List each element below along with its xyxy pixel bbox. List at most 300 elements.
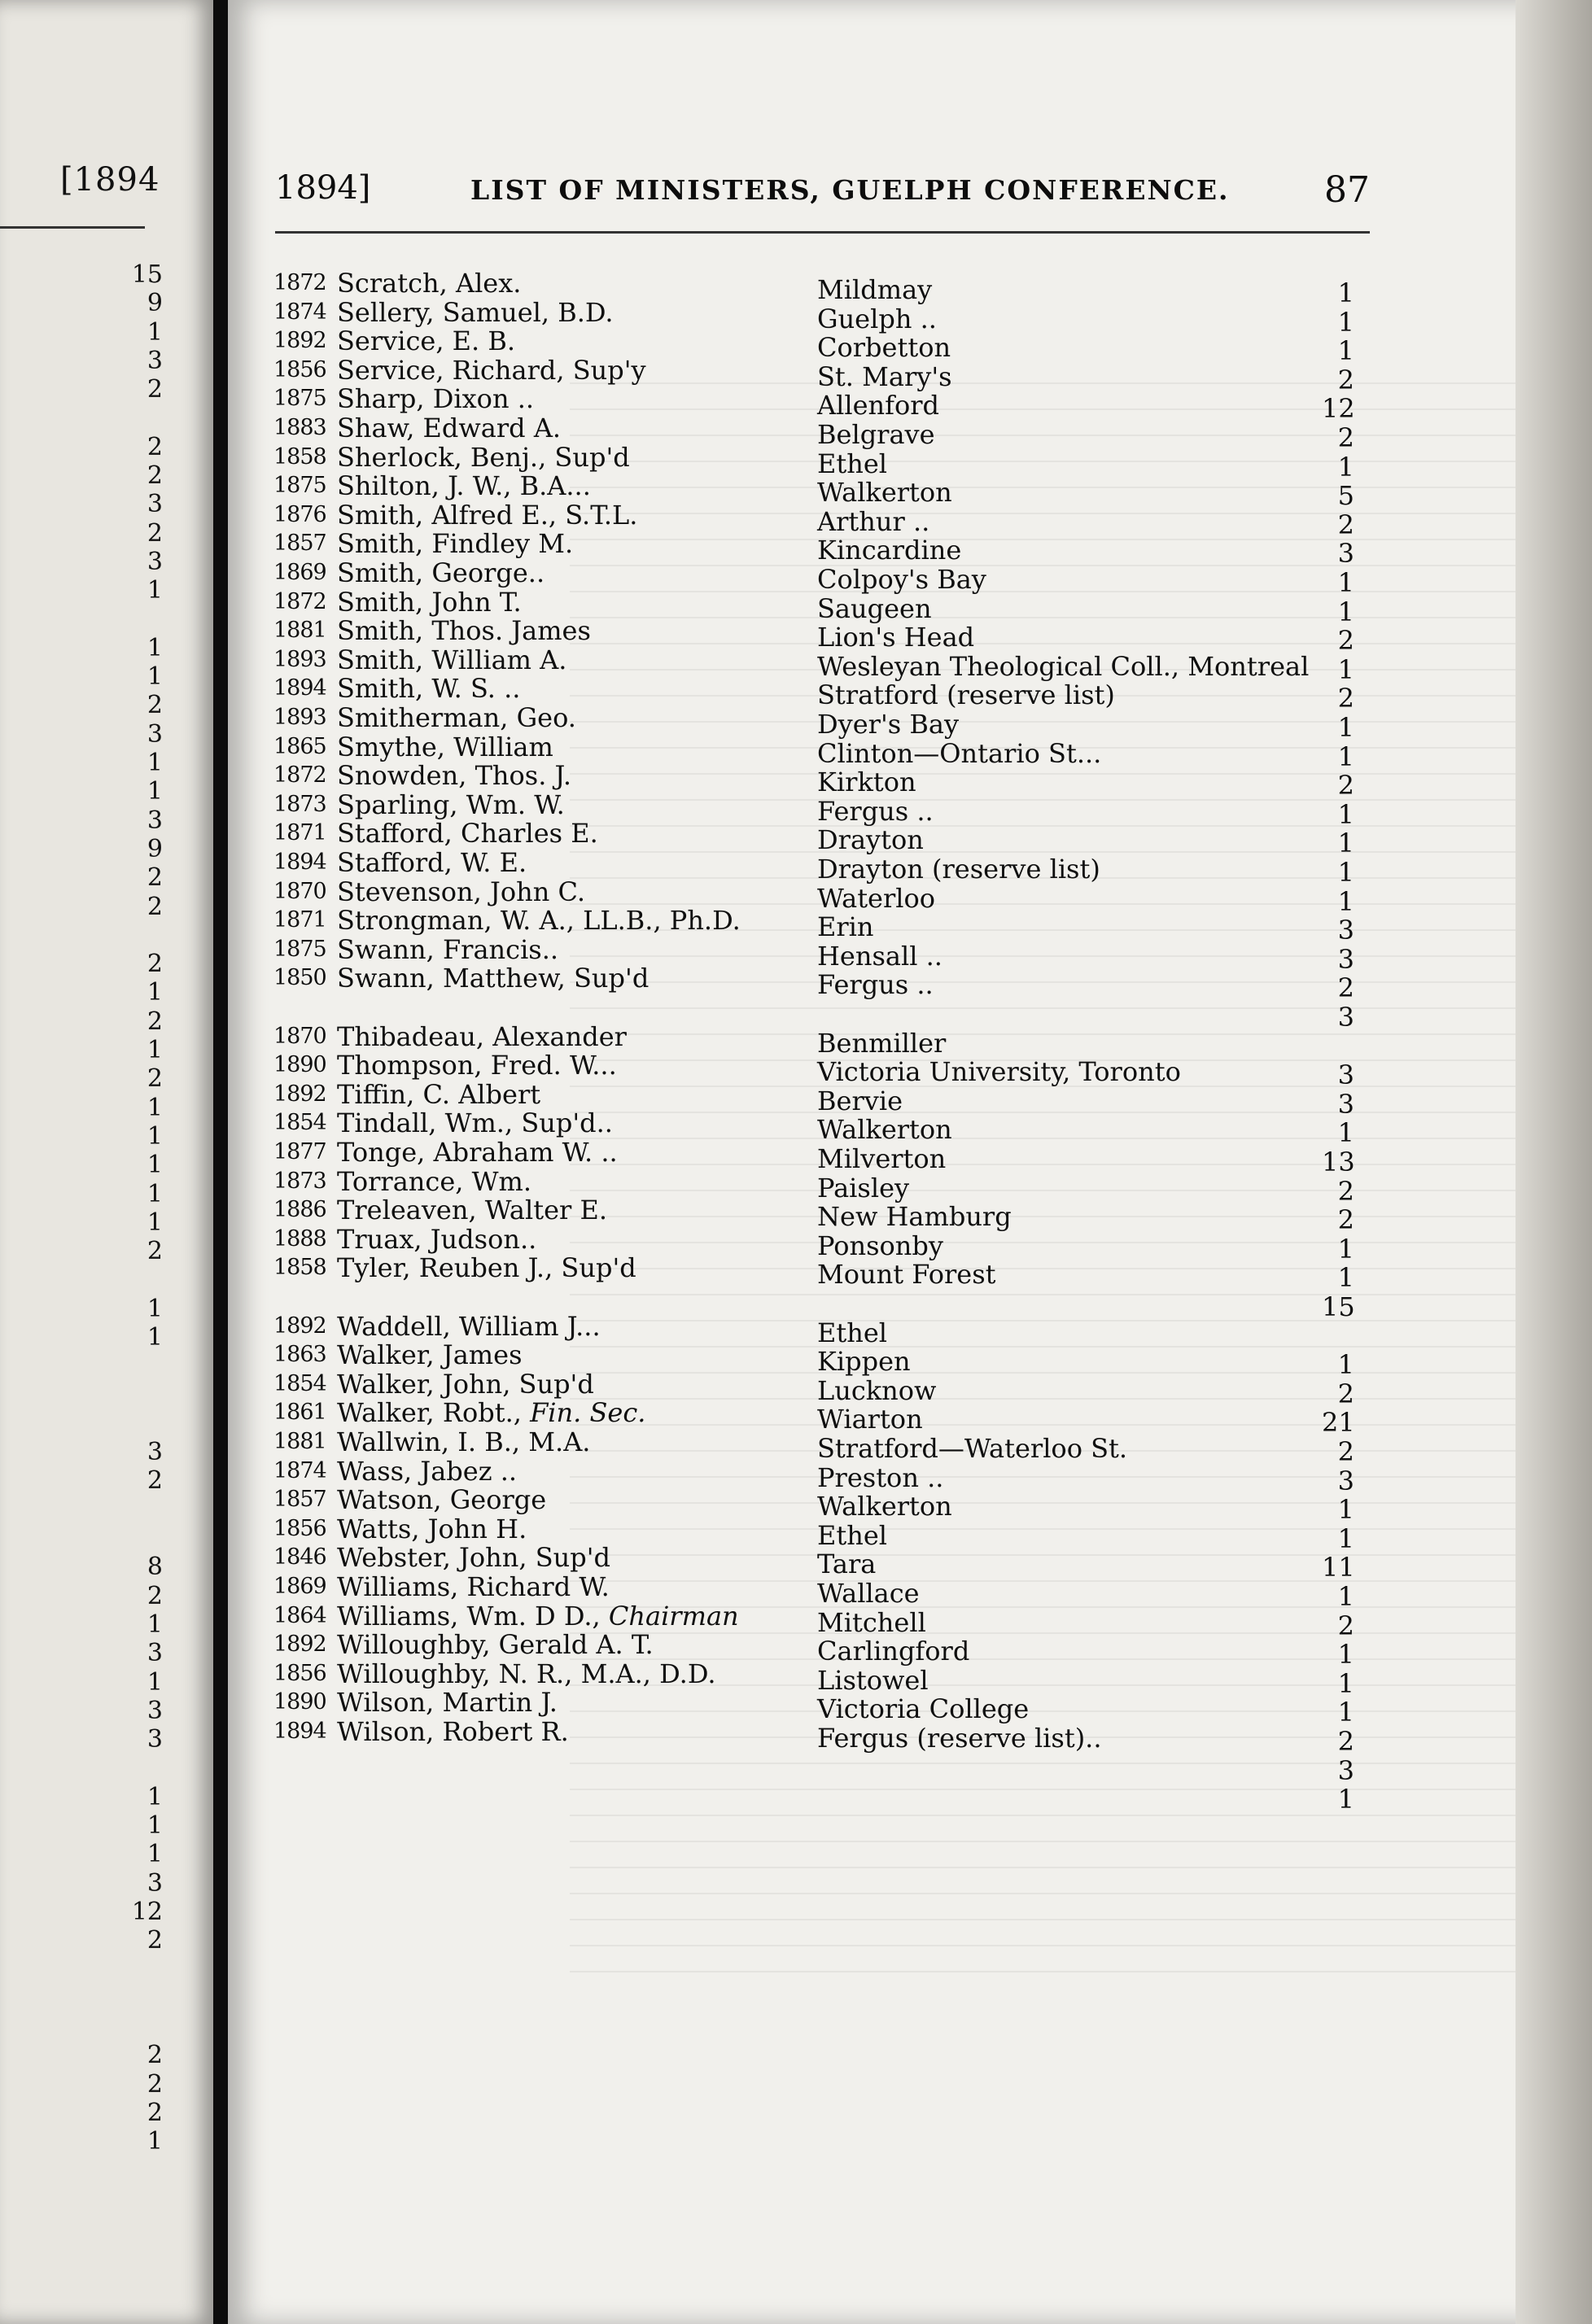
entry-year: 1893: [273, 705, 326, 730]
entry-count: 1: [1337, 1117, 1354, 1149]
facing-page-number: 1: [147, 1093, 163, 1122]
entry-station: Erin: [817, 911, 874, 943]
facing-page-number: 1: [147, 1294, 163, 1323]
entry-name-text: Smythe, William: [337, 731, 553, 762]
entry-count: 2: [1337, 625, 1354, 657]
entry-year: 1864: [273, 1602, 326, 1628]
entry-name-text: Wilson, Robert R.: [337, 1716, 569, 1747]
entry-name-text: Sherlock, Benj., Sup'd: [337, 441, 630, 473]
entry-name: [337, 877, 585, 906]
facing-page-number: 1: [147, 1036, 163, 1065]
list-item: [273, 296, 1364, 338]
facing-page-number: 9: [147, 289, 163, 318]
entry-name-text: Swann, Matthew, Sup'd: [337, 963, 649, 994]
list-item: [273, 731, 1364, 772]
entry-year: 1856: [273, 1515, 326, 1541]
list-item: [273, 325, 1364, 367]
list-item: [273, 1050, 1364, 1091]
entry-station: Wesleyan Theological Coll., Montreal: [817, 650, 1310, 682]
entry-name: [337, 1167, 531, 1196]
entry-name-text: Smith, W. S. ..: [337, 673, 521, 705]
facing-page-number: 3: [147, 490, 163, 519]
facing-page-number: 1: [147, 576, 163, 605]
facing-page-number: 1: [147, 2127, 163, 2156]
entry-year: 1881: [273, 618, 326, 644]
facing-page-number: 2: [147, 432, 163, 461]
entry-year: 1854: [273, 1370, 326, 1396]
facing-page-number: 1: [147, 1121, 163, 1151]
list-item: [273, 1484, 1364, 1526]
entry-name: [337, 1080, 540, 1109]
entry-name: [337, 732, 553, 762]
entry-name-text: Scratch, Alex.: [337, 268, 522, 299]
list-item: [273, 644, 1364, 685]
entry-station: Victoria University, Toronto: [817, 1056, 1181, 1088]
entry-name: [337, 500, 637, 530]
entry-count: 1: [1337, 828, 1354, 859]
entry-year: 1872: [273, 270, 326, 295]
facing-page-number: 2: [147, 863, 163, 893]
entry-year: 1870: [273, 1023, 326, 1049]
entry-name: [337, 848, 527, 877]
entry-year: 1857: [273, 1487, 326, 1513]
facing-page-number: 2: [147, 691, 163, 720]
entry-count: 12: [1322, 393, 1355, 425]
entry-name-text: Service, E. B.: [337, 325, 516, 357]
facing-page-number: 1: [147, 1840, 163, 1869]
entry-count: 1: [1337, 1233, 1354, 1265]
facing-page-number: 1: [147, 777, 163, 806]
entry-count: 1: [1337, 306, 1354, 338]
entry-name: [337, 471, 591, 500]
entry-station: Fergus (reserve list)..: [817, 1723, 1102, 1754]
entry-year: 1875: [273, 473, 326, 499]
list-item: [273, 993, 1364, 1033]
entry-name: [337, 1485, 546, 1514]
facing-page-number: 1: [147, 1322, 163, 1352]
entry-station: Lucknow: [817, 1374, 937, 1406]
facing-page-number: 3: [147, 1438, 163, 1467]
entry-name: [337, 1253, 636, 1282]
entry-year: 1856: [273, 356, 326, 382]
facing-page-number: 2: [147, 2069, 163, 2099]
entry-year: 1856: [273, 1660, 326, 1686]
list-item: [273, 673, 1364, 714]
entry-name: [337, 1340, 522, 1370]
entry-station: Fergus ..: [817, 969, 934, 1001]
entry-name: [337, 1312, 601, 1341]
list-item: [273, 470, 1364, 512]
entry-station: Stratford (reserve list): [817, 679, 1115, 711]
entry-name-text: Shilton, J. W., B.A...: [337, 470, 591, 502]
entry-name-text: Stafford, W. E.: [337, 847, 527, 878]
entry-count: 1: [1337, 1667, 1354, 1699]
list-item: [273, 557, 1364, 598]
list-item: [273, 1775, 1364, 1815]
entry-count: 3: [1337, 943, 1354, 975]
list-item: [273, 1513, 1364, 1554]
facing-page-number: 3: [147, 806, 163, 835]
entry-station: Wiarton: [817, 1404, 923, 1435]
entry-name: [337, 269, 521, 298]
facing-page-number: 1: [147, 317, 163, 347]
list-item: [273, 354, 1364, 395]
entry-name: [337, 1427, 590, 1457]
entry-year: 1894: [273, 850, 326, 875]
entry-name-text: Watts, John H.: [337, 1513, 527, 1544]
list-item: [273, 1629, 1364, 1671]
facing-page-number: 2: [147, 1926, 163, 1955]
list-item: [273, 1542, 1364, 1584]
entry-year: 1872: [273, 762, 326, 788]
entry-name: [337, 298, 614, 327]
facing-page-number: 2: [147, 892, 163, 921]
facing-page-number: 3: [147, 1696, 163, 1725]
list-item: [273, 847, 1364, 888]
entry-count: 1: [1337, 1697, 1354, 1728]
entry-year: 1888: [273, 1225, 326, 1252]
entry-station: Mitchell: [817, 1606, 926, 1638]
entry-station: Ethel: [817, 1519, 887, 1551]
entry-name-text: Tiffin, C. Albert: [337, 1078, 541, 1110]
entry-station: Kippen: [817, 1346, 911, 1378]
entry-name-text: Torrance, Wm.: [337, 1165, 532, 1197]
facing-page-number: 1: [147, 1610, 163, 1639]
facing-page-number: 2: [147, 1064, 163, 1094]
entry-station: Paisley: [817, 1172, 910, 1204]
entry-station: Drayton: [817, 824, 924, 856]
entry-station: Fergus ..: [817, 795, 934, 827]
list-item: [273, 1282, 1364, 1322]
header-year: 1894]: [275, 169, 371, 207]
entry-count: 1: [1337, 1639, 1354, 1671]
entry-station: Ponsonby: [817, 1230, 943, 1261]
entry-name-text: Watson, George: [337, 1484, 547, 1516]
facing-page-number: 3: [147, 1725, 163, 1754]
entry-count: 2: [1337, 509, 1354, 540]
entry-count: 2: [1337, 364, 1354, 395]
entry-year: 1893: [273, 646, 326, 672]
list-item: [273, 1310, 1364, 1348]
entry-name: [337, 588, 522, 617]
entry-year: 1858: [273, 1255, 326, 1281]
list-item: [273, 905, 1364, 946]
facing-page-number: 1: [147, 1667, 163, 1697]
entry-year: 1894: [273, 1719, 326, 1744]
entry-year: 1873: [273, 791, 326, 817]
entry-year: 1892: [273, 328, 326, 354]
entry-count: 1: [1337, 712, 1354, 743]
list-item: [273, 760, 1364, 802]
entry-count: 2: [1337, 770, 1354, 802]
list-item: [273, 1658, 1364, 1699]
entry-name: [337, 761, 571, 790]
list-item: [273, 963, 1364, 1004]
list-item: [273, 876, 1364, 917]
entry-year: 1874: [273, 299, 326, 325]
entry-year: 1881: [273, 1429, 326, 1454]
list-item: [273, 1600, 1364, 1641]
entry-name: [337, 616, 591, 645]
entry-name-text: Waddell, William J...: [337, 1310, 601, 1342]
entry-name: [337, 935, 558, 964]
facing-page-number: 1: [147, 662, 163, 692]
entry-name-text: Stafford, Charles E.: [337, 818, 598, 850]
list-item: [273, 586, 1364, 627]
list-item: [273, 1137, 1364, 1177]
entry-count: 2: [1337, 972, 1354, 1004]
entry-count: 1: [1337, 1494, 1354, 1526]
entry-count: 13: [1322, 1147, 1355, 1177]
entry-name-text: Smith, William A.: [337, 644, 567, 675]
facing-page-number: 2: [147, 1581, 163, 1610]
facing-page-number: 1: [147, 749, 163, 778]
page-title: LIST OF MINISTERS, GUELPH CONFERENCE.: [470, 174, 1230, 206]
entry-year: 1876: [273, 501, 326, 527]
facing-page-number: 2: [147, 375, 163, 404]
entry-station: Benmiller: [817, 1027, 947, 1059]
entry-name-text: Sparling, Wm. W.: [337, 788, 565, 820]
entry-count: 1: [1337, 596, 1354, 627]
entry-name: [337, 963, 649, 993]
entry-year: 1870: [273, 878, 326, 904]
entry-station: Corbetton: [817, 332, 951, 364]
entry-year: 1846: [273, 1544, 326, 1570]
entry-station: Clinton—Ontario St...: [817, 737, 1102, 769]
facing-page-number: 1: [147, 1782, 163, 1811]
entry-name: [337, 1514, 527, 1544]
entry-name: [337, 384, 534, 413]
list-item: [273, 1165, 1364, 1207]
entry-name-text: Swann, Francis..: [337, 933, 559, 965]
list-item: [273, 788, 1364, 830]
entry-year: 1861: [273, 1400, 326, 1426]
list-item: [273, 1397, 1364, 1439]
entry-name-text: Walker, Robt.,: [337, 1397, 531, 1429]
entry-station: Milverton: [817, 1143, 947, 1174]
facing-page-number: 1: [147, 1811, 163, 1841]
entry-station: Ethel: [817, 1317, 887, 1348]
list-item: [273, 1455, 1364, 1496]
entry-count: 1: [1337, 1262, 1354, 1294]
entry-name-text: Wallwin, I. B., M.A.: [337, 1426, 591, 1457]
entry-station: Listowel: [817, 1664, 929, 1696]
entry-count: 1: [1337, 1784, 1354, 1815]
list-item: [273, 1426, 1364, 1467]
entry-year: 1886: [273, 1197, 326, 1223]
list-item: [273, 268, 1364, 308]
facing-page-number: 1: [147, 1208, 163, 1237]
entry-year: 1873: [273, 1168, 326, 1194]
entry-station: Carlingford: [817, 1636, 970, 1667]
list-item: [273, 1078, 1364, 1120]
list-item: [273, 1339, 1364, 1381]
entry-year: 1890: [273, 1689, 326, 1715]
entry-count: 21: [1322, 1407, 1355, 1439]
entry-name-text: Webster, John, Sup'd: [337, 1542, 610, 1574]
facing-page-number: 2: [147, 1007, 163, 1036]
entry-station: Mount Forest: [817, 1259, 996, 1291]
entry-count: 2: [1337, 1175, 1354, 1207]
facing-page-number: 3: [147, 1639, 163, 1668]
entry-name-text: Walker, John, Sup'd: [337, 1368, 594, 1400]
entry-station: Lion's Head: [817, 622, 975, 653]
entry-station: Mildmay: [817, 274, 933, 305]
page-number: 87: [1324, 169, 1370, 211]
entry-count: 1: [1337, 277, 1354, 308]
list-item: [273, 1687, 1364, 1728]
entry-station: Bervie: [817, 1085, 903, 1116]
entry-station: Allenford: [817, 390, 940, 422]
entry-name-text: Snowden, Thos. J.: [337, 760, 572, 792]
entry-name: [337, 645, 566, 675]
list-item: [273, 933, 1364, 975]
entry-year: 1890: [273, 1052, 326, 1078]
entry-year: 1892: [273, 1313, 326, 1339]
entry-name: [337, 443, 630, 472]
entry-name: [337, 529, 573, 558]
entry-station: Saugeen: [817, 592, 932, 624]
entry-name-text: Smith, John T.: [337, 586, 522, 618]
entry-count: 2: [1337, 683, 1354, 714]
entry-station: Belgrave: [817, 419, 935, 450]
entry-count: 2: [1337, 1726, 1354, 1757]
entry-count: 1: [1337, 798, 1354, 830]
facing-page-number: 1: [147, 978, 163, 1007]
entry-station: Kirkton: [817, 767, 916, 798]
facing-page-number: 1: [147, 1179, 163, 1208]
entry-name-text: Walker, James: [337, 1339, 523, 1371]
entry-year: 1892: [273, 1081, 326, 1107]
facing-page-number: 3: [147, 719, 163, 749]
list-item: [273, 413, 1364, 453]
entry-station: Colpoy's Bay: [817, 564, 986, 595]
entry-year: 1874: [273, 1457, 326, 1483]
entry-count: 1: [1337, 653, 1354, 685]
entry-name: [337, 674, 520, 703]
entry-count: 11: [1322, 1552, 1355, 1584]
entry-year: 1877: [273, 1139, 326, 1164]
entry-year: 1871: [273, 907, 326, 933]
entry-count: 2: [1337, 1610, 1354, 1641]
list-item: [273, 1252, 1364, 1294]
entry-station: Walkerton: [817, 1114, 952, 1146]
entry-name: [337, 1108, 613, 1138]
facing-page-number: 2: [147, 2099, 163, 2127]
entry-count: 1: [1337, 1522, 1354, 1554]
entry-name-text: Sharp, Dixon ..: [337, 383, 535, 415]
list-item: [273, 1716, 1364, 1757]
entry-name: [337, 1138, 618, 1167]
entry-year: 1875: [273, 386, 326, 412]
entry-station: Tara: [817, 1549, 877, 1580]
entry-year: 1894: [273, 675, 326, 701]
entry-name: [337, 1457, 517, 1486]
list-item: [273, 818, 1364, 859]
entry-office: Fin. Sec.: [530, 1397, 646, 1429]
entry-name: [337, 819, 598, 848]
facing-page-number: 2: [147, 1237, 163, 1266]
list-item: [273, 528, 1364, 570]
entry-name: [337, 790, 565, 819]
entry-name: [337, 906, 741, 935]
entry-year: 1858: [273, 443, 326, 470]
entry-count: 1: [1337, 1581, 1354, 1612]
entry-office: Chairman: [608, 1600, 739, 1632]
entry-name: [337, 1659, 716, 1688]
entry-count: 1: [1337, 1349, 1354, 1381]
facing-page-number: 3: [147, 1868, 163, 1898]
entry-count: 2: [1337, 1204, 1354, 1236]
entry-year: 1854: [273, 1110, 326, 1136]
entry-name: [337, 1051, 617, 1080]
entry-station: Ethel: [817, 448, 887, 479]
entry-name: [337, 326, 515, 356]
entry-name: [337, 703, 576, 732]
entry-year: 1863: [273, 1342, 326, 1368]
entry-name-text: Truax, Judson..: [337, 1223, 537, 1255]
entry-name: [337, 356, 646, 385]
facing-page-number: 2: [147, 1466, 163, 1496]
entry-name: [337, 1572, 610, 1601]
entry-name-text: Strongman, W. A., LL.B., Ph.D.: [337, 905, 741, 937]
entry-count: 5: [1337, 480, 1354, 512]
entry-station: Arthur ..: [817, 505, 930, 537]
entry-count: 2: [1337, 422, 1354, 453]
facing-page-number: 1: [147, 1151, 163, 1180]
entry-name-text: Thibadeau, Alexander: [337, 1020, 627, 1052]
entry-name-text: Tyler, Reuben J., Sup'd: [337, 1252, 636, 1284]
entry-name-text: Smith, Thos. James: [337, 615, 591, 647]
entry-count: 1: [1337, 567, 1354, 598]
entry-year: 1872: [273, 588, 326, 614]
entry-count: 1: [1337, 335, 1354, 367]
entry-name-text: Smith, George..: [337, 557, 545, 588]
entry-name: [337, 1601, 739, 1631]
entry-count: 1: [1337, 740, 1354, 772]
entry-year: 1869: [273, 560, 326, 585]
entry-name-text: Thompson, Fred. W...: [337, 1050, 617, 1081]
entry-name: [337, 413, 561, 443]
entry-count: 15: [1322, 1291, 1355, 1322]
entry-station: Stratford—Waterloo St.: [817, 1433, 1128, 1464]
entry-name-text: Willoughby, Gerald A. T.: [337, 1629, 654, 1661]
list-item: [273, 1107, 1364, 1149]
entry-year: 1869: [273, 1574, 326, 1599]
entry-station: Victoria College: [817, 1693, 1030, 1725]
facing-page-number: 2: [147, 518, 163, 548]
entry-name-text: Williams, Richard W.: [337, 1571, 610, 1602]
list-item: [273, 499, 1364, 540]
entry-count: 3: [1337, 1754, 1354, 1786]
entry-name-text: Treleaven, Walter E.: [337, 1195, 608, 1226]
entry-name-text: Wilson, Martin J.: [337, 1687, 558, 1719]
facing-page-number: 9: [147, 834, 163, 863]
entry-name: [337, 1398, 645, 1427]
entry-count: 2: [1337, 1378, 1354, 1409]
facing-page-number: 2: [147, 461, 163, 491]
entry-name-text: Sellery, Samuel, B.D.: [337, 296, 614, 328]
list-item: [273, 1571, 1364, 1612]
facing-page-number: 12: [131, 1897, 163, 1926]
facing-page-header: [1894: [60, 161, 160, 199]
entry-year: 1865: [273, 733, 326, 759]
entry-name-text: Tonge, Abraham W. ..: [337, 1137, 618, 1168]
facing-page-number: 1: [147, 633, 163, 662]
facing-page-number: 3: [147, 346, 163, 375]
entry-name-text: Willoughby, N. R., M.A., D.D.: [337, 1658, 716, 1689]
entry-count: 1: [1337, 451, 1354, 483]
